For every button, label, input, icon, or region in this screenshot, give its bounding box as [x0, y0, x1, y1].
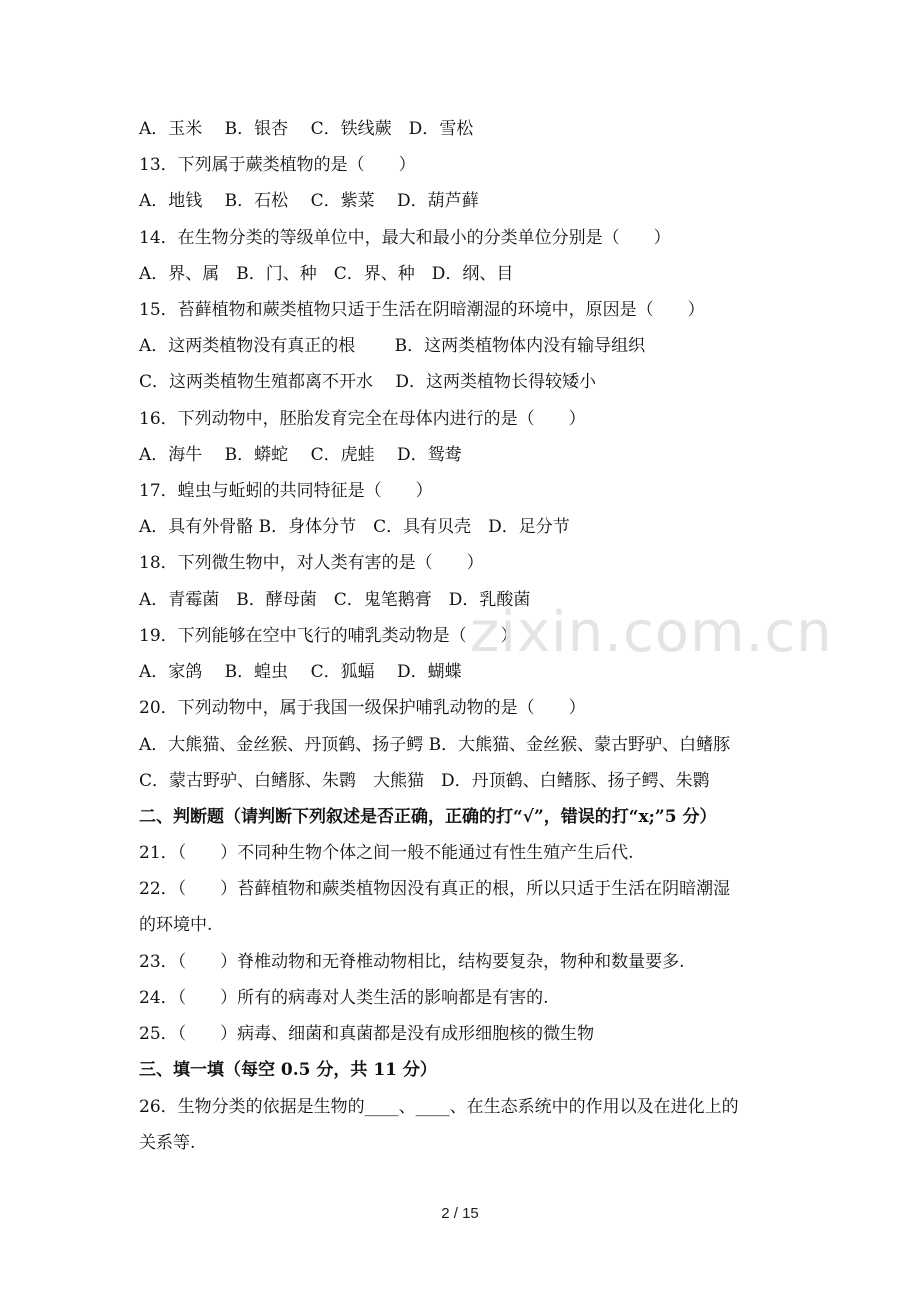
q22-statement: 22．（ ）苔藓植物和蕨类植物因没有真正的根，所以只适于生活在阴暗潮湿 — [139, 879, 731, 899]
q15-options-cd: C．这两类植物生殖都离不开水 D．这两类植物长得较矮小 — [139, 372, 597, 392]
q16-options: A．海牛 B．蟒蛇 C．虎蛙 D．鸳鸯 — [139, 445, 462, 465]
q24-statement: 24．（ ）所有的病毒对人类生活的影响都是有害的. — [139, 988, 549, 1008]
q20-question: 20．下列动物中，属于我国一级保护哺乳动物的是（ ） — [139, 698, 586, 718]
q16-question: 16．下列动物中，胚胎发育完全在母体内进行的是（ ） — [139, 409, 586, 429]
section-3-heading: 三、填一填（每空 0.5 分，共 11 分） — [139, 1060, 437, 1080]
q14-question: 14．在生物分类的等级单位中，最大和最小的分类单位分别是（ ） — [139, 228, 671, 248]
watermark: zixin.com.cn — [470, 600, 833, 665]
q18-options: A．青霉菌 B．酵母菌 C．鬼笔鹅膏 D．乳酸菌 — [139, 590, 531, 610]
q23-statement: 23．（ ）脊椎动物和无脊椎动物相比，结构要复杂，物种和数量要多. — [139, 952, 685, 972]
q17-options: A．具有外骨骼 B．身体分节 C．具有贝壳 D．足分节 — [139, 517, 570, 537]
q20-options-ab: A．大熊猫、金丝猴、丹顶鹤、扬子鳄 B．大熊猫、金丝猴、蒙古野驴、白鳍豚 — [139, 735, 731, 755]
q21-statement: 21．（ ）不同种生物个体之间一般不能通过有性生殖产生后代. — [139, 843, 634, 863]
q26-question: 26．生物分类的依据是生物的____、____、在生态系统中的作用以及在进化上的 — [139, 1097, 739, 1117]
q14-options: A．界、属 B．门、种 C．界、种 D．纲、目 — [139, 264, 514, 284]
q12-options: A．玉米 B．银杏 C．铁线蕨 D．雪松 — [139, 119, 474, 139]
page-number: 2 / 15 — [441, 1205, 479, 1222]
q18-question: 18．下列微生物中，对人类有害的是（ ） — [139, 553, 484, 573]
q22-statement-cont: 的环境中. — [139, 915, 213, 935]
q26-question-cont: 关系等. — [139, 1133, 196, 1153]
q25-statement: 25．（ ）病毒、细菌和真菌都是没有成形细胞核的微生物 — [139, 1024, 595, 1044]
q13-options: A．地钱 B．石松 C．紫菜 D．葫芦藓 — [139, 191, 479, 211]
section-2-heading: 二、判断题（请判断下列叙述是否正确，正确的打“√”，错误的打“x;”5 分） — [139, 807, 717, 827]
q17-question: 17．蝗虫与蚯蚓的共同特征是（ ） — [139, 481, 433, 501]
q15-options-ab: A．这两类植物没有真正的根 B．这两类植物体内没有输导组织 — [139, 336, 646, 356]
q15-question: 15．苔藓植物和蕨类植物只适于生活在阴暗潮湿的环境中，原因是（ ） — [139, 300, 705, 320]
q13-question: 13．下列属于蕨类植物的是（ ） — [139, 155, 416, 175]
q20-options-cd: C．蒙古野驴、白鳍豚、朱鹮 大熊猫 D．丹顶鹤、白鳍豚、扬子鳄、朱鹮 — [139, 771, 710, 791]
q19-question: 19．下列能够在空中飞行的哺乳类动物是（ ） — [139, 626, 518, 646]
q19-options: A．家鸽 B．蝗虫 C．狐蝠 D．蝴蝶 — [139, 662, 462, 682]
